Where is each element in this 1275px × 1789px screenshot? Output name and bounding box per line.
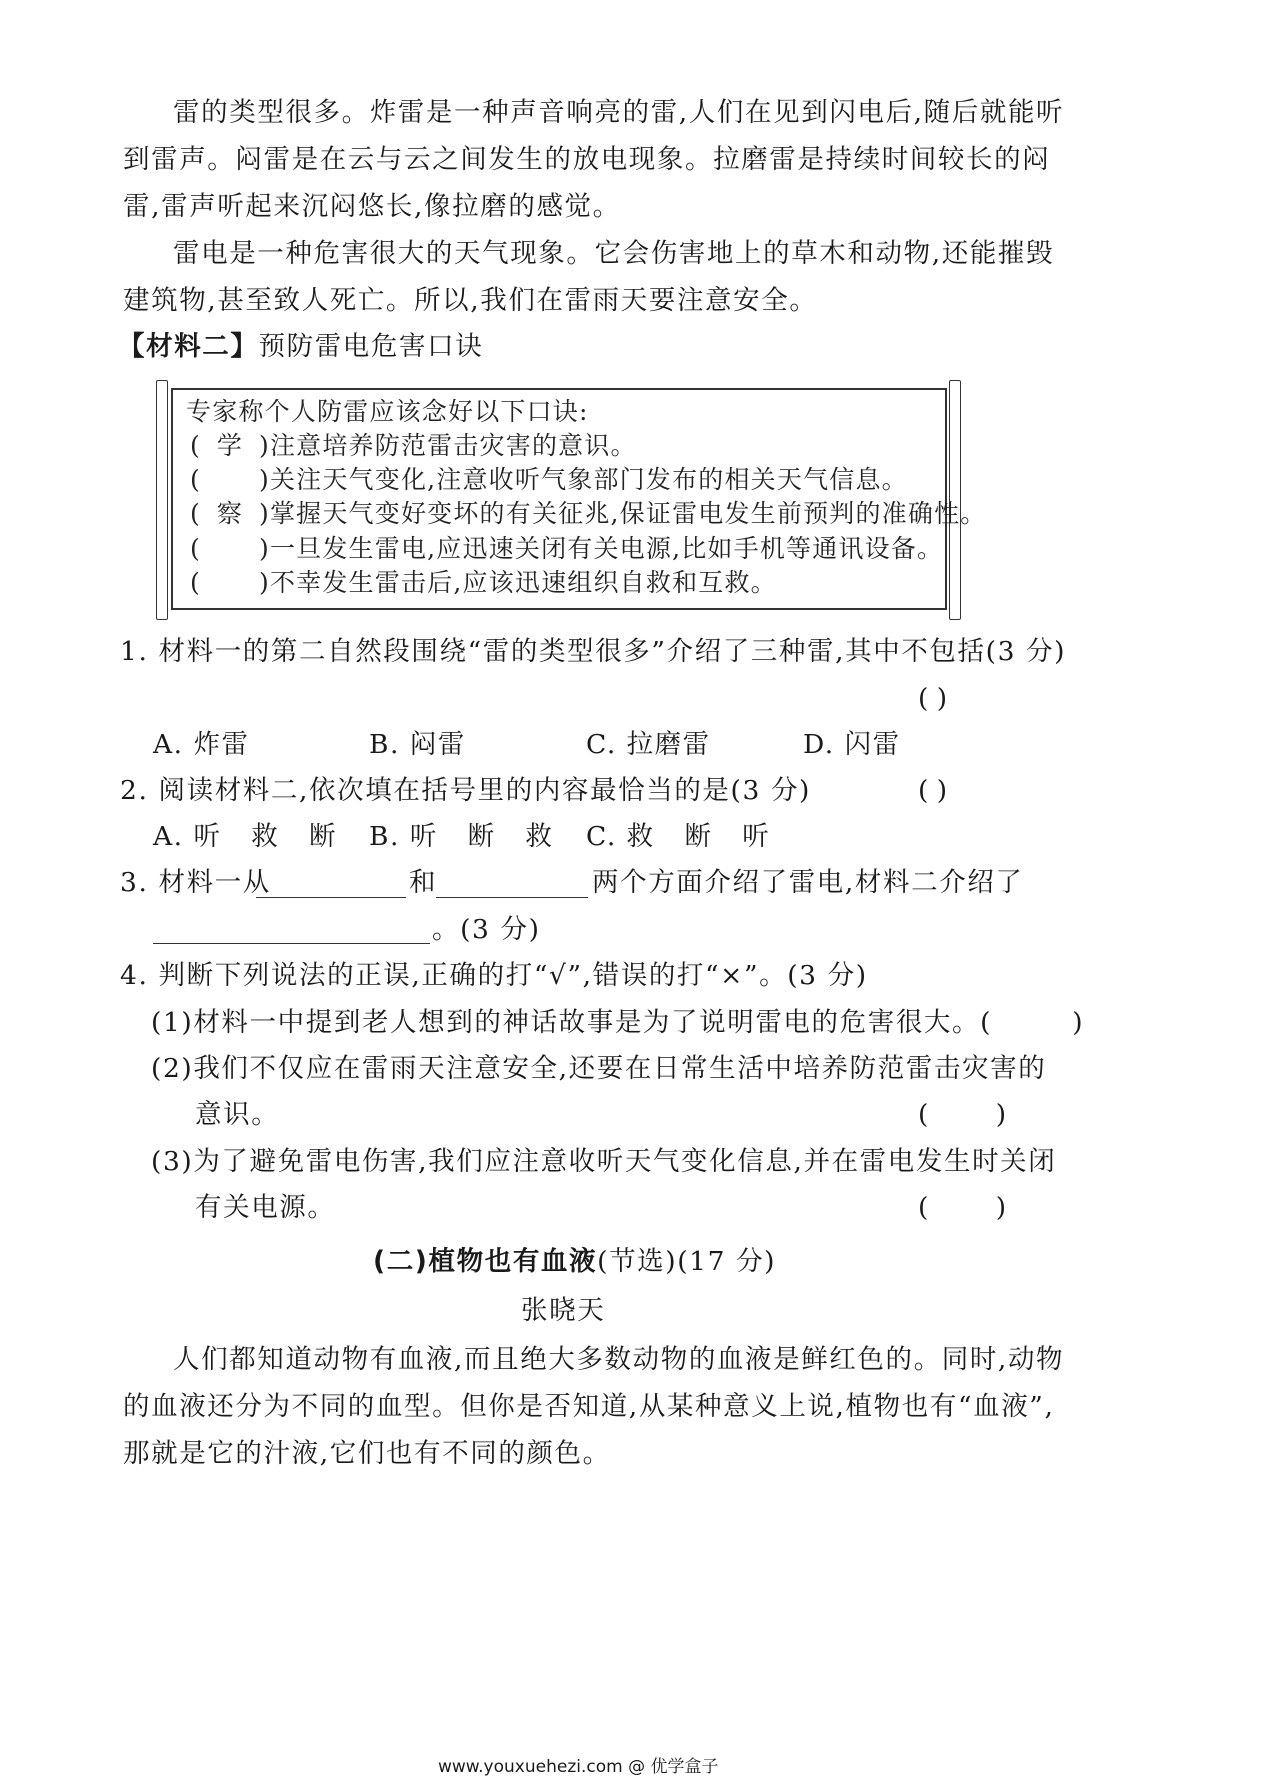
- q4-item2-line2: 意识。: [195, 1099, 280, 1130]
- q2-answer-paren[interactable]: ( ): [918, 775, 948, 806]
- material1-p3-line1: 雷电是一种危害很大的天气现象。它会伤害地上的草木和动物,还能摧毁: [173, 238, 1055, 269]
- rhyme-rule-3: ( 察 )掌握天气变好变坏的有关征兆,保证雷电发生前预判的准确性。: [190, 499, 987, 528]
- q4-item3-line1: (3)为了避免雷电伤害,我们应注意收听天气变化信息,并在雷电发生时关闭: [151, 1146, 1057, 1177]
- section2-p1-line3: 那就是它的汁液,它们也有不同的颜色。: [123, 1438, 611, 1469]
- q3-part1: 3. 材料一从: [120, 867, 271, 898]
- q4-item1: (1)材料一中提到老人想到的神话故事是为了说明雷电的危害很大。( ): [151, 1007, 1085, 1038]
- q2-option-a[interactable]: A. 听 救 断: [153, 821, 338, 852]
- q1-stem: 1. 材料一的第二自然段围绕“雷的类型很多”介绍了三种雷,其中不包括(3 分): [120, 636, 1067, 667]
- section2-p1-line2: 的血液还分为不同的血型。但你是否知道,从某种意义上说,植物也有“血液”,: [123, 1391, 1055, 1422]
- rhyme-intro: 专家称个人防雷应该念好以下口诀:: [186, 397, 589, 426]
- q4-stem: 4. 判断下列说法的正误,正确的打“√”,错误的打“×”。(3 分): [120, 960, 868, 991]
- section2-p1-line1: 人们都知道动物有血液,而且绝大多数动物的血液是鲜红色的。同时,动物: [173, 1344, 1065, 1375]
- rhyme-rule-3-fill: 察: [216, 499, 244, 528]
- material1-p2-line3: 雷,雷声听起来沉闷悠长,像拉磨的感觉。: [123, 191, 621, 222]
- q2-stem: 2. 阅读材料二,依次填在括号里的内容最恰当的是(3 分): [120, 775, 811, 806]
- q3-blank-2[interactable]: [436, 897, 588, 898]
- q2-option-c[interactable]: C. 救 断 听: [586, 821, 771, 852]
- q4-item3-answer-paren[interactable]: ( ): [918, 1192, 1007, 1223]
- material2-title: 预防雷电危害口诀: [258, 331, 484, 362]
- rhyme-rule-1: ( 学 )注意培养防范雷击灾害的意识。: [190, 431, 637, 460]
- q4-item2-line1: (2)我们不仅应在雷雨天注意安全,还要在日常生活中培养防范雷击灾害的: [151, 1053, 1047, 1084]
- q3-blank-1[interactable]: [256, 897, 406, 898]
- material1-p2-line2: 到雷声。闷雷是在云与云之间发生的放电现象。拉磨雷是持续时间较长的闷: [123, 144, 1051, 175]
- section2-title: (二)植物也有血液(节选)(17 分): [373, 1246, 777, 1277]
- q3-part3: 两个方面介绍了雷电,材料二介绍了: [592, 867, 1024, 898]
- q1-option-c[interactable]: C. 拉磨雷: [586, 729, 711, 760]
- material2-heading: [118, 330, 483, 364]
- q4-item3-line2: 有关电源。: [195, 1192, 336, 1223]
- q1-option-a[interactable]: A. 炸雷: [153, 729, 250, 760]
- scroll-rod-left: [156, 380, 168, 620]
- q1-option-b[interactable]: B. 闷雷: [369, 729, 466, 760]
- q4-item2-answer-paren[interactable]: ( ): [918, 1099, 1007, 1130]
- material1-p2-line1: 雷的类型很多。炸雷是一种声音响亮的雷,人们在见到闪电后,随后就能听: [173, 97, 1065, 128]
- q2-option-b[interactable]: B. 听 断 救: [369, 821, 554, 852]
- footer-watermark: www.youxuehezi.com @ 优学盒子: [438, 1757, 719, 1777]
- rhyme-rule-2: ( )关注天气变化,注意收听气象部门发布的相关天气信息。: [190, 465, 908, 494]
- rhyme-rule-4: ( )一旦发生雷电,应迅速关闭有关电源,比如手机等通讯设备。: [190, 534, 944, 563]
- q3-part2: 和: [409, 867, 438, 898]
- q1-answer-paren[interactable]: ( ): [918, 683, 948, 714]
- q1-option-d[interactable]: D. 闪雷: [803, 729, 901, 760]
- rhyme-rule-1-fill: 学: [216, 431, 244, 460]
- q3-blank-3[interactable]: [153, 943, 430, 944]
- section2-author: 张晓天: [521, 1295, 606, 1326]
- material2-label: 【材料二】: [118, 331, 259, 362]
- q3-part4: 。(3 分): [432, 914, 541, 945]
- material1-p3-line2: 建筑物,甚至致人死亡。所以,我们在雷雨天要注意安全。: [123, 285, 818, 316]
- rhyme-rule-5: ( )不幸发生雷击后,应该迅速组织自救和互救。: [190, 568, 777, 597]
